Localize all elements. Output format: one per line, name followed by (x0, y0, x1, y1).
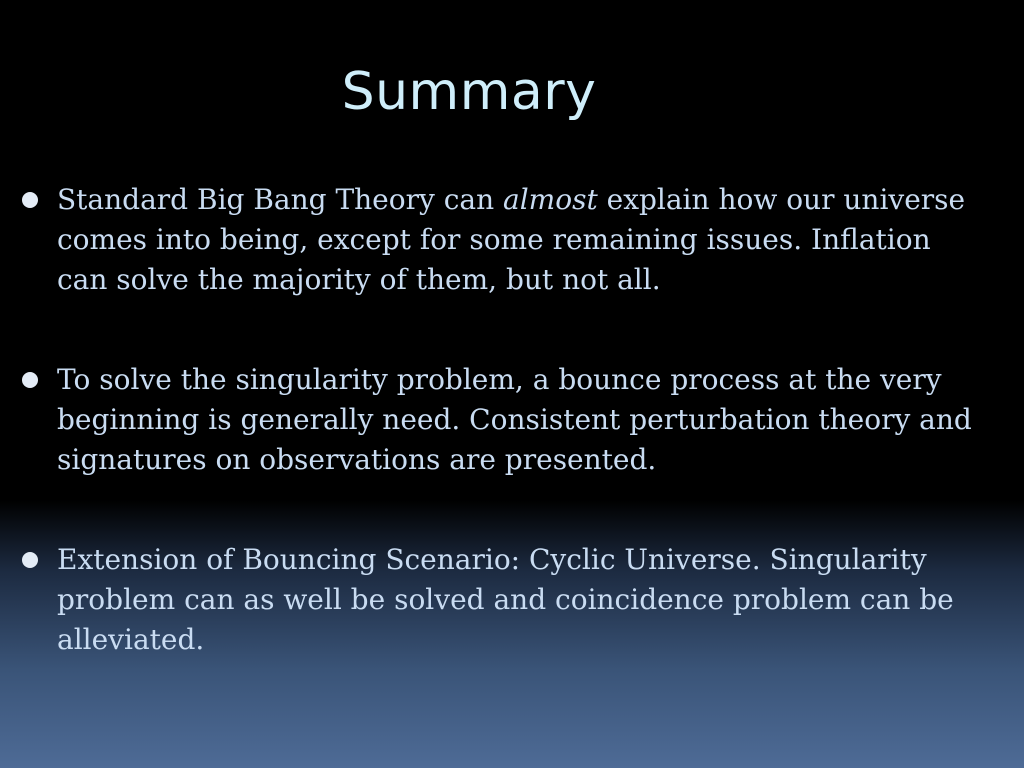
bullet-3-text: Extension of Bouncing Scenario: Cyclic Universe. Singularity problem can as well be solved and coincidence problem can be alleviated. (57, 543, 954, 656)
bullet-item-2 (20, 360, 980, 480)
bullet-item-3 (20, 540, 980, 660)
bullet-item-1 (20, 180, 980, 300)
bullet-1-emphasis: almost (503, 183, 598, 216)
bullet-dot-icon (22, 552, 38, 568)
bullet-1-text-end: explain how our universe comes into being, except for some remaining issues. Inflation can solve the majority of them, but not all. (57, 183, 966, 296)
bullet-dot-icon (22, 192, 38, 208)
bullet-list (20, 180, 980, 720)
bullet-dot-icon (22, 372, 38, 388)
slide-title: Summary (341, 62, 597, 122)
bullet-2-text: To solve the singularity problem, a bounce process at the very beginning is generally need. Consistent perturbation theory and signatures on observations are presented. (57, 363, 972, 476)
bullet-1-text-start: Standard Big Bang Theory can (57, 183, 504, 216)
